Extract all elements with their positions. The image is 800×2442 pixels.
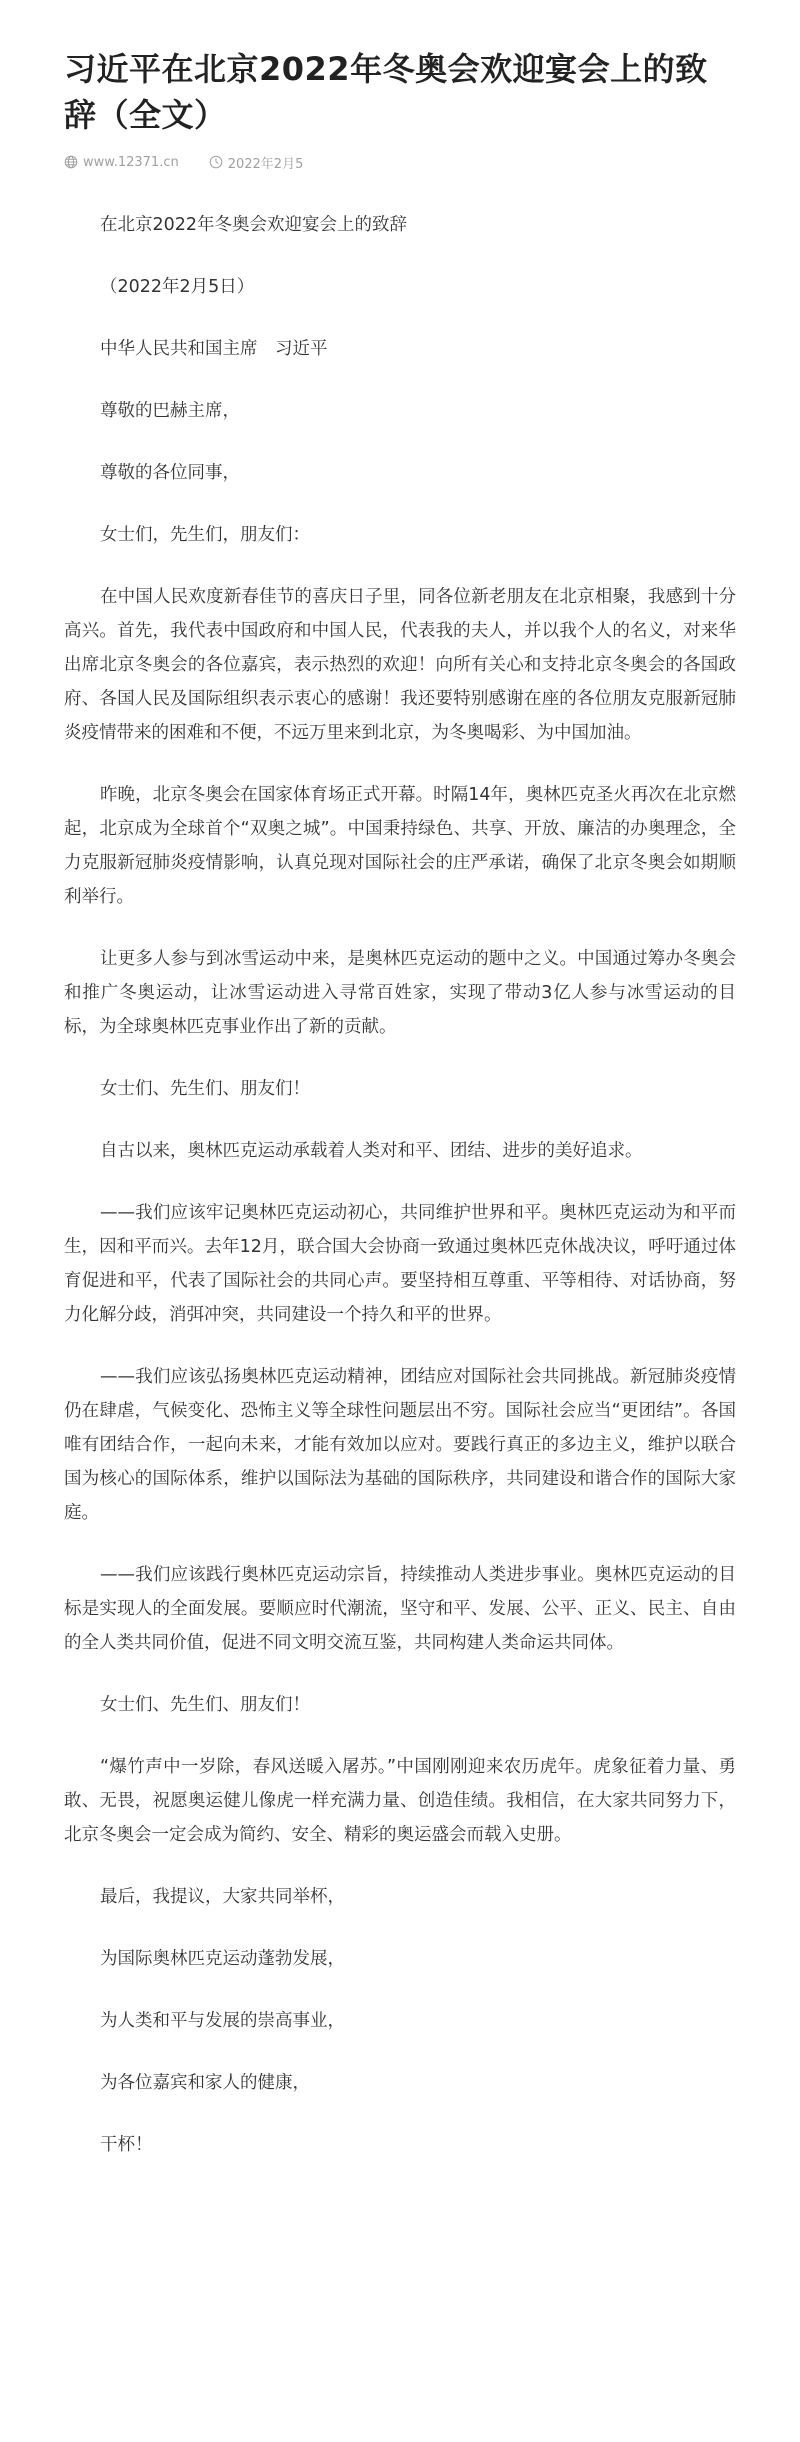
paragraph: 尊敬的各位同事， [100,463,240,483]
article-meta [64,152,736,172]
paragraph: 中华人民共和国主席 习近平 [100,339,328,359]
article-body [64,208,736,2162]
source-text: www.12371.cn [83,154,179,170]
globe-icon [64,155,78,169]
paragraph: 在北京2022年冬奥会欢迎宴会上的致辞 [100,215,408,235]
paragraph: 自古以来，奥林匹克运动承载着人类对和平、团结、进步的美好追求。 [100,1141,643,1161]
paragraph: ——我们应该弘扬奥林匹克运动精神，团结应对国际社会共同挑战。新冠肺炎疫情仍在肆虐，气候变化、恐怖主义等全球性问题层出不穷。国际社会应当“更团结”。各国唯有团结合作，一起向未来，才能有效加以应对。要践行真正的多边主义，维护以联合国为核心的国际体系，维护以国际法为基础的国际秩序，共同建设和谐合作的国际大家庭。 [64,1367,736,1523]
paragraph: 女士们、先生们、朋友们！ [100,1079,310,1099]
paragraph: 女士们、先生们、朋友们！ [100,1695,310,1715]
paragraph: 让更多人参与到冰雪运动中来，是奥林匹克运动的题中之义。中国通过筹办冬奥会和推广冬奥运动，让冰雪运动进入寻常百姓家，实现了带动3亿人参与冰雪运动的目标，为全球奥林匹克事业作出了新的贡献。 [64,949,736,1037]
paragraph: 女士们，先生们，朋友们： [100,525,310,545]
paragraph: 干杯！ [100,2135,153,2155]
paragraph: 尊敬的巴赫主席， [100,401,240,421]
paragraph: 为国际奥林匹克运动蓬勃发展， [100,1949,345,1969]
paragraph: ——我们应该牢记奥林匹克运动初心，共同维护世界和平。奥林匹克运动为和平而生，因和平而兴。去年12月，联合国大会协商一致通过奥林匹克休战决议，呼吁通过体育促进和平，代表了国际社会的共同心声。要坚持相互尊重、平等相待、对话协商，努力化解分歧，消弭冲突，共同建设一个持久和平的世界。 [64,1203,736,1325]
paragraph: 最后，我提议，大家共同举杯， [100,1887,345,1907]
paragraph: 为各位嘉宾和家人的健康， [100,2073,310,2093]
paragraph: （2022年2月5日） [100,277,255,297]
source-meta [64,155,179,170]
article-title: 习近平在北京2022年冬奥会欢迎宴会上的致辞（全文） [64,50,708,134]
date-text: 2022年2月5 [227,156,304,172]
paragraph: 在中国人民欢度新春佳节的喜庆日子里，同各位新老朋友在北京相聚，我感到十分高兴。首先，我代表中国政府和中国人民，代表我的夫人，并以我个人的名义，对来华出席北京冬奥会的各位嘉宾，表示热烈的欢迎！向所有关心和支持北京冬奥会的各国政府、各国人民及国际组织表示衷心的感谢！我还要特别感谢在座的各位朋友克服新冠肺炎疫情带来的困难和不便，不远万里来到北京，为冬奥喝彩、为中国加油。 [64,587,736,743]
paragraph: ——我们应该践行奥林匹克运动宗旨，持续推动人类进步事业。奥林匹克运动的目标是实现人的全面发展。要顺应时代潮流，坚守和平、发展、公平、正义、民主、自由的全人类共同价值，促进不同文明交流互鉴，共同构建人类命运共同体。 [64,1565,736,1653]
paragraph: 昨晚，北京冬奥会在国家体育场正式开幕。时隔14年，奥林匹克圣火再次在北京燃起，北京成为全球首个“双奥之城”。中国秉持绿色、共享、开放、廉洁的办奥理念，全力克服新冠肺炎疫情影响，认真兑现对国际社会的庄严承诺，确保了北京冬奥会如期顺利举行。 [64,785,736,907]
clock-icon [209,155,223,169]
date-meta [209,153,304,172]
paragraph: “爆竹声中一岁除，春风送暖入屠苏。”中国刚刚迎来农历虎年。虎象征着力量、勇敢、无畏，祝愿奥运健儿像虎一样充满力量、创造佳绩。我相信，在大家共同努力下，北京冬奥会一定会成为简约、安全、精彩的奥运盛会而载入史册。 [64,1757,736,1845]
paragraph: 为人类和平与发展的崇高事业， [100,2011,345,2031]
